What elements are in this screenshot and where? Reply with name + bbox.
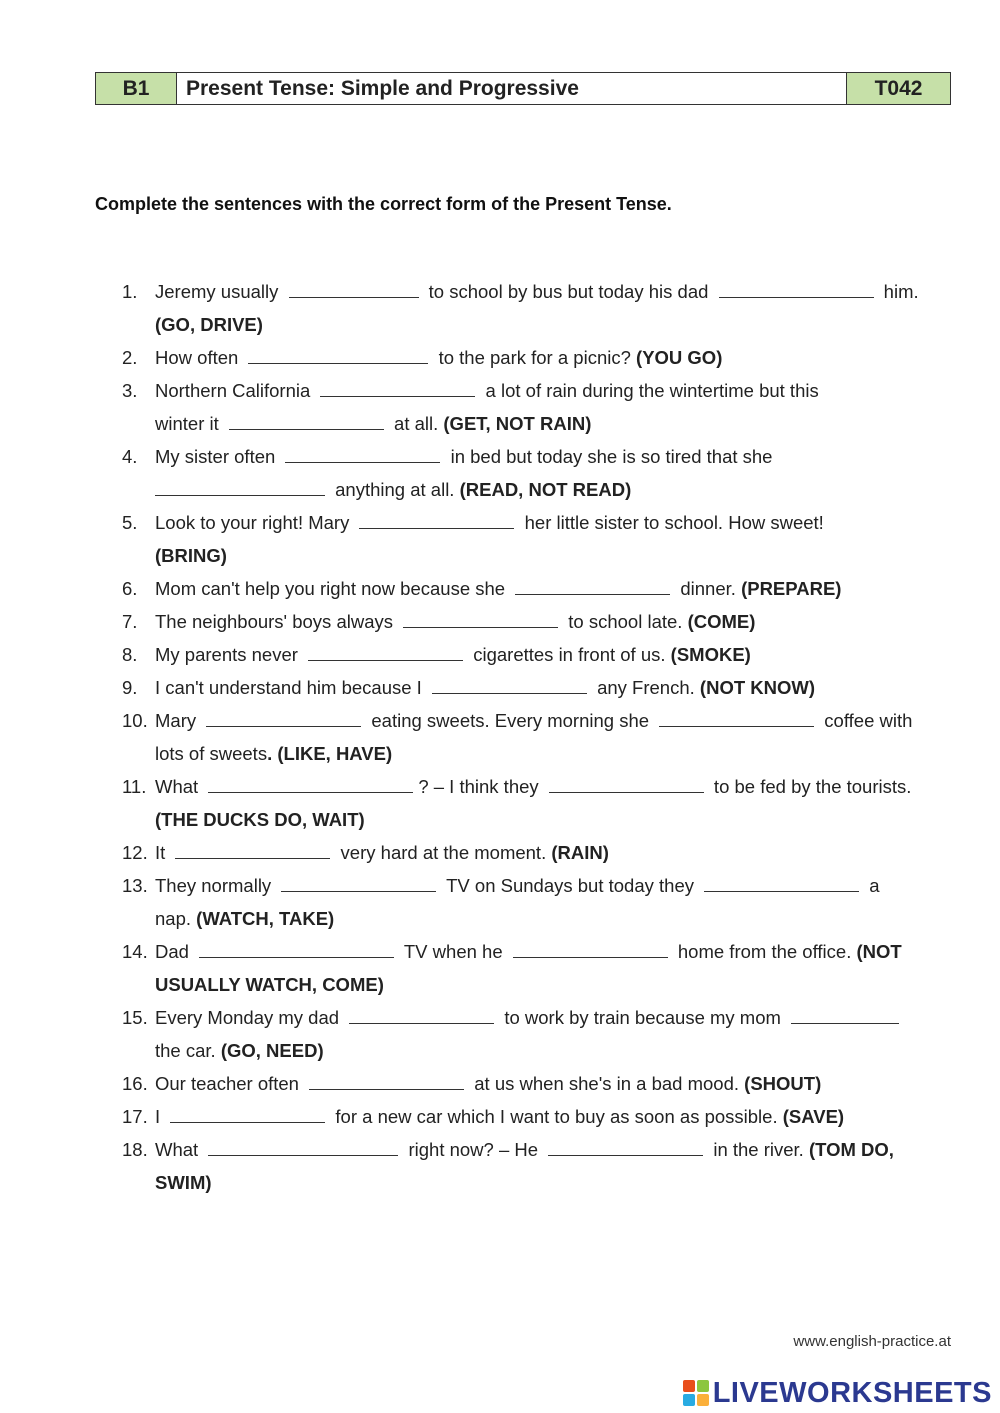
verb-hint: (SAVE) [782, 1106, 845, 1127]
item-text [155, 935, 952, 968]
verb-hint: (NOT KNOW) [699, 677, 816, 698]
sentence-text: ? – I think they [418, 776, 544, 797]
exercise-item-continuation [122, 803, 952, 836]
sentence-text: eating sweets. Every morning she [366, 710, 655, 731]
answer-blank[interactable] [515, 576, 670, 595]
item-text [155, 1034, 952, 1067]
instruction-text: Complete the sentences with the correct form of the Present Tense. [95, 194, 672, 214]
answer-blank[interactable] [719, 279, 874, 298]
website-text: www.english-practice.at [793, 1333, 951, 1350]
exercise-item-continuation [122, 1034, 952, 1067]
item-text [155, 704, 952, 737]
item-number: 14. [122, 941, 148, 962]
sentence-text: the car. [155, 1040, 221, 1061]
answer-blank[interactable] [432, 675, 587, 694]
answer-blank[interactable] [513, 939, 668, 958]
exercise-item-continuation [122, 737, 952, 770]
item-text [155, 836, 952, 869]
answer-blank[interactable] [289, 279, 419, 298]
item-number [122, 407, 155, 440]
exercise-item [122, 440, 952, 473]
item-number [122, 473, 155, 506]
item-text [155, 572, 952, 605]
exercise-item [122, 1133, 952, 1166]
level-badge: B1 [96, 73, 177, 104]
sentence-text: him. [878, 281, 919, 302]
item-number: 13. [122, 875, 148, 896]
sentence-text: dinner. [675, 578, 742, 599]
exercise-item [122, 1001, 952, 1034]
sentence-text: nap. [155, 908, 197, 929]
sentence-text: My parents never [155, 644, 304, 665]
exercise-item [122, 572, 952, 605]
answer-blank[interactable] [208, 1137, 398, 1156]
sentence-text: Dad [155, 941, 195, 962]
exercise-item [122, 275, 952, 308]
item-text [155, 671, 952, 704]
item-number: 9. [122, 677, 138, 698]
sentence-text: a lot of rain during the wintertime but this [480, 380, 819, 401]
sentence-text: anything at all. [330, 479, 460, 500]
item-text [155, 803, 952, 836]
verb-hint: (SHOUT) [744, 1073, 822, 1094]
sentence-text: Jeremy usually [155, 281, 284, 302]
worksheet-title: Present Tense: Simple and Progressive [177, 73, 847, 104]
sentence-text: What [155, 1139, 204, 1160]
answer-blank[interactable] [659, 708, 814, 727]
answer-blank[interactable] [281, 873, 436, 892]
item-number: 16. [122, 1073, 148, 1094]
answer-blank[interactable] [549, 774, 704, 793]
exercise-item-continuation [122, 1166, 952, 1199]
item-number: 4. [122, 446, 138, 467]
exercise-item [122, 770, 952, 803]
verb-hint: (SMOKE) [670, 644, 751, 665]
sentence-text: Northern California [155, 380, 316, 401]
sentence-text: How often [155, 347, 244, 368]
verb-hint: (GO, NEED) [220, 1040, 324, 1061]
sentence-text: cigarettes in front of us. [468, 644, 671, 665]
exercise-item-continuation [122, 902, 952, 935]
sentence-text: to school by bus but today his dad [423, 281, 714, 302]
exercise-item [122, 374, 952, 407]
exercise-item [122, 935, 952, 968]
item-number: 8. [122, 644, 138, 665]
answer-blank[interactable] [320, 378, 475, 397]
item-number: 6. [122, 578, 138, 599]
item-number: 7. [122, 611, 138, 632]
answer-blank[interactable] [791, 1005, 899, 1024]
item-text [155, 638, 952, 671]
item-number [122, 803, 155, 836]
sentence-text: for a new car which I want to buy as soon as possible. [330, 1106, 783, 1127]
answer-blank[interactable] [359, 510, 514, 529]
item-text [155, 539, 952, 572]
verb-hint: (GO, DRIVE) [155, 314, 263, 335]
item-text [155, 605, 952, 638]
sentence-text: It [155, 842, 171, 863]
item-text [155, 968, 952, 1001]
sentence-text: to the park for a picnic? [433, 347, 637, 368]
sentence-text: Mom can't help you right now because she [155, 578, 511, 599]
item-number: 18. [122, 1139, 148, 1160]
verb-hint: (PREPARE) [741, 578, 842, 599]
answer-blank[interactable] [403, 609, 558, 628]
exercise-item [122, 704, 952, 737]
sentence-text: Look to your right! Mary [155, 512, 355, 533]
item-text [155, 473, 952, 506]
item-number [122, 308, 155, 341]
sentence-text: Our teacher often [155, 1073, 305, 1094]
sentence-text: at all. [388, 413, 444, 434]
exercise-item-continuation [122, 407, 952, 440]
item-number [122, 539, 155, 572]
sentence-text: They normally [155, 875, 277, 896]
sentence-text: a [864, 875, 880, 896]
sentence-text: Mary [155, 710, 202, 731]
item-text [155, 275, 952, 308]
verb-hint: (READ, NOT READ) [459, 479, 632, 500]
worksheet-code: T042 [847, 73, 950, 104]
sentence-text: in the river. [708, 1139, 809, 1160]
item-number: 2. [122, 347, 138, 368]
item-number: 1. [122, 281, 138, 302]
answer-blank[interactable] [349, 1005, 494, 1024]
item-text [155, 440, 952, 473]
exercise-list [122, 275, 952, 1199]
item-text [155, 374, 952, 407]
sentence-text: right now? – He [403, 1139, 544, 1160]
answer-blank[interactable] [208, 774, 413, 793]
item-number [122, 737, 155, 770]
liveworksheets-wordmark: LIVEWORKSHEETS [712, 1376, 992, 1409]
answer-blank[interactable] [175, 840, 330, 859]
exercise-item-continuation [122, 968, 952, 1001]
exercise-item [122, 1100, 952, 1133]
item-text [155, 770, 952, 803]
item-number [122, 1034, 155, 1067]
item-text [155, 407, 952, 440]
item-text [155, 1001, 952, 1034]
item-text [155, 341, 952, 374]
answer-blank[interactable] [285, 444, 440, 463]
item-text [155, 1133, 952, 1166]
liveworksheets-logo [683, 1376, 992, 1410]
answer-blank[interactable] [229, 411, 384, 430]
item-text [155, 737, 952, 770]
verb-hint: (COME) [687, 611, 756, 632]
exercise-item [122, 671, 952, 704]
answer-blank[interactable] [548, 1137, 703, 1156]
item-text [155, 506, 952, 539]
verb-hint: (RAIN) [551, 842, 609, 863]
sentence-text: I [155, 1106, 166, 1127]
item-text [155, 869, 952, 902]
worksheet-header [95, 72, 951, 105]
exercise-item-continuation [122, 473, 952, 506]
exercise-item [122, 869, 952, 902]
exercise-item [122, 836, 952, 869]
item-number: 12. [122, 842, 148, 863]
item-text [155, 1067, 952, 1100]
sentence-text: I can't understand him because I [155, 677, 427, 698]
sentence-text: to be fed by the tourists. [708, 776, 912, 797]
sentence-text: What [155, 776, 204, 797]
answer-blank[interactable] [199, 939, 394, 958]
answer-blank[interactable] [704, 873, 859, 892]
answer-blank[interactable] [170, 1104, 325, 1123]
verb-hint: USUALLY WATCH, COME) [155, 974, 384, 995]
verb-hint: (BRING) [155, 545, 227, 566]
sentence-text: Every Monday my dad [155, 1007, 345, 1028]
item-number: 3. [122, 380, 138, 401]
verb-hint: (GET, NOT RAIN) [443, 413, 592, 434]
sentence-text: very hard at the moment. [335, 842, 552, 863]
liveworksheets-icon [683, 1380, 709, 1406]
sentence-text: The neighbours' boys always [155, 611, 399, 632]
exercise-item [122, 506, 952, 539]
verb-hint: (TOM DO, [808, 1139, 894, 1160]
item-number: 5. [122, 512, 138, 533]
sentence-text: My sister often [155, 446, 281, 467]
item-text [155, 1166, 952, 1199]
answer-blank[interactable] [155, 477, 325, 496]
sentence-text: TV on Sundays but today they [441, 875, 700, 896]
verb-hint: . (LIKE, HAVE) [267, 743, 393, 764]
item-number [122, 968, 155, 1001]
item-number: 11. [122, 776, 147, 797]
sentence-text: TV when he [399, 941, 508, 962]
item-text [155, 902, 952, 935]
verb-hint: SWIM) [155, 1172, 212, 1193]
sentence-text: home from the office. [672, 941, 857, 962]
exercise-item [122, 638, 952, 671]
exercise-item [122, 605, 952, 638]
answer-blank[interactable] [309, 1071, 464, 1090]
exercise-item-continuation [122, 308, 952, 341]
answer-blank[interactable] [206, 708, 361, 727]
sentence-text: any French. [591, 677, 700, 698]
sentence-text: her little sister to school. How sweet! [519, 512, 824, 533]
sentence-text: winter it [155, 413, 224, 434]
answer-blank[interactable] [248, 345, 428, 364]
sentence-text: lots of sweets [155, 743, 268, 764]
item-number [122, 1166, 155, 1199]
sentence-text: at us when she's in a bad mood. [469, 1073, 745, 1094]
exercise-item-continuation [122, 539, 952, 572]
exercise-item [122, 1067, 952, 1100]
sentence-text: coffee with [819, 710, 913, 731]
item-text [155, 308, 952, 341]
item-number: 15. [122, 1007, 148, 1028]
sentence-text: in bed but today she is so tired that she [445, 446, 773, 467]
verb-hint: (WATCH, TAKE) [196, 908, 335, 929]
item-number: 17. [122, 1106, 148, 1127]
sentence-text: to work by train because my mom [499, 1007, 787, 1028]
item-number [122, 902, 155, 935]
item-text [155, 1100, 952, 1133]
verb-hint: (NOT [856, 941, 902, 962]
verb-hint: (YOU GO) [636, 347, 723, 368]
sentence-text: to school late. [563, 611, 688, 632]
verb-hint: (THE DUCKS DO, WAIT) [155, 809, 365, 830]
item-number: 10. [122, 710, 148, 731]
exercise-item [122, 341, 952, 374]
answer-blank[interactable] [308, 642, 463, 661]
